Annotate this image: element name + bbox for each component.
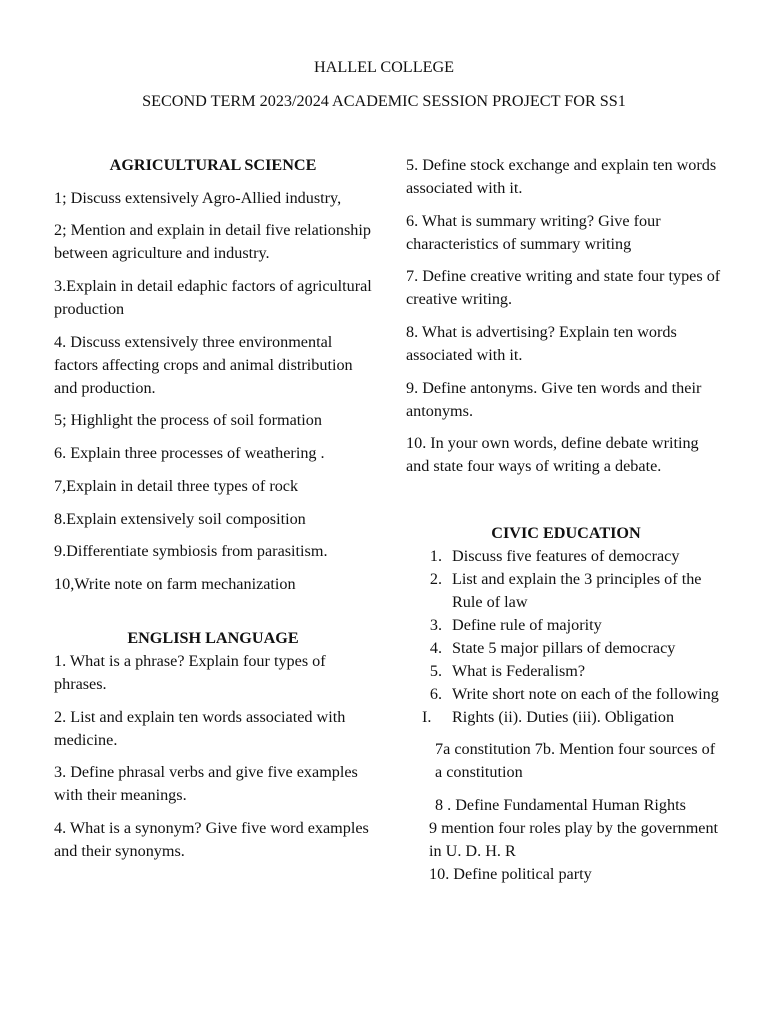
civic-list-item (406, 568, 726, 614)
agric-item: 7,Explain in detail three types of rock (54, 476, 299, 495)
civic-list-number: 3. (429, 616, 442, 635)
english-item: 7. Define creative writing and state four types of creative writing. (406, 267, 721, 309)
civic-list-text: State 5 major pillars of democracy (452, 639, 676, 658)
civic-list-number: 5. (429, 662, 442, 681)
civic-list-text: Write short note on each of the following (452, 685, 719, 704)
civic-list-item (406, 683, 726, 706)
civic-list-number: 1. (429, 547, 442, 566)
school-name: HALLEL COLLEGE (313, 58, 455, 76)
civic-list-text: What is Federalism? (452, 662, 586, 681)
civic-list-item (406, 660, 726, 683)
agric-item: 5; Highlight the process of soil formation (54, 411, 322, 430)
english-item: 1. What is a phrase? Explain four types of phrases. (54, 651, 326, 693)
right-column (406, 154, 726, 886)
document-title: SECOND TERM 2023/2024 ACADEMIC SESSION PROJECT FOR SS1 (142, 92, 626, 110)
agric-item: 1; Discuss extensively Agro-Allied industry, (54, 188, 342, 207)
civic-item-7: 7a constitution 7b. Mention four sources of a constitution (435, 740, 716, 782)
agric-item: 6. Explain three processes of weathering . (54, 444, 325, 463)
civic-item-9: 9 mention four roles play by the government in U. D. H. R (429, 819, 719, 861)
english-item: 6. What is summary writing? Give four characteristics of summary writing (406, 211, 661, 253)
agric-item: 4. Discuss extensively three environmental factors affecting crops and animal distribution and production. (54, 332, 353, 397)
civic-item-8: 8 . Define Fundamental Human Rights (435, 796, 686, 815)
civic-list-text: List and explain the 3 principles of the Rule of law (452, 570, 702, 612)
civic-item-10: 10. Define political party (429, 865, 592, 884)
civic-heading: CIVIC EDUCATION (491, 524, 641, 543)
civic-list-text: Define rule of majority (452, 616, 602, 635)
english-item: 10. In your own words, define debate writing and state four ways of writing a debate. (406, 434, 699, 476)
english-item: 4. What is a synonym? Give five word examples and their synonyms. (54, 818, 369, 860)
english-heading: ENGLISH LANGUAGE (127, 628, 299, 647)
left-column (54, 154, 372, 873)
roman-text: Rights (ii). Duties (iii). Obligation (452, 708, 675, 727)
civic-list-number: 6. (429, 685, 442, 704)
english-item: 8. What is advertising? Explain ten words associated with it. (406, 323, 677, 365)
agric-item: 9.Differentiate symbiosis from parasitism. (54, 542, 328, 561)
civic-list-item (406, 637, 726, 660)
english-item: 3. Define phrasal verbs and give five examples with their meanings. (54, 763, 358, 805)
agric-item: 10,Write note on farm mechanization (54, 574, 296, 593)
civic-roman-item (406, 706, 726, 729)
civic-list-item (406, 545, 726, 568)
civic-list-number: 2. (429, 570, 442, 589)
civic-list-item (406, 614, 726, 637)
agric-heading: AGRICULTURAL SCIENCE (109, 156, 317, 174)
agric-item: 2; Mention and explain in detail five relationship between agriculture and industry. (54, 221, 371, 263)
roman-numeral: I. (422, 708, 432, 727)
agric-item: 8.Explain extensively soil composition (54, 509, 306, 528)
english-item: 2. List and explain ten words associated with medicine. (54, 707, 346, 749)
civic-list-number: 4. (429, 639, 442, 658)
civic-list-text: Discuss five features of democracy (452, 547, 680, 566)
civic-numbered-list (406, 545, 726, 706)
english-item: 5. Define stock exchange and explain ten words associated with it. (406, 156, 717, 197)
agric-item: 3.Explain in detail edaphic factors of agricultural production (54, 277, 372, 319)
english-item: 9. Define antonyms. Give ten words and their antonyms. (406, 378, 702, 420)
